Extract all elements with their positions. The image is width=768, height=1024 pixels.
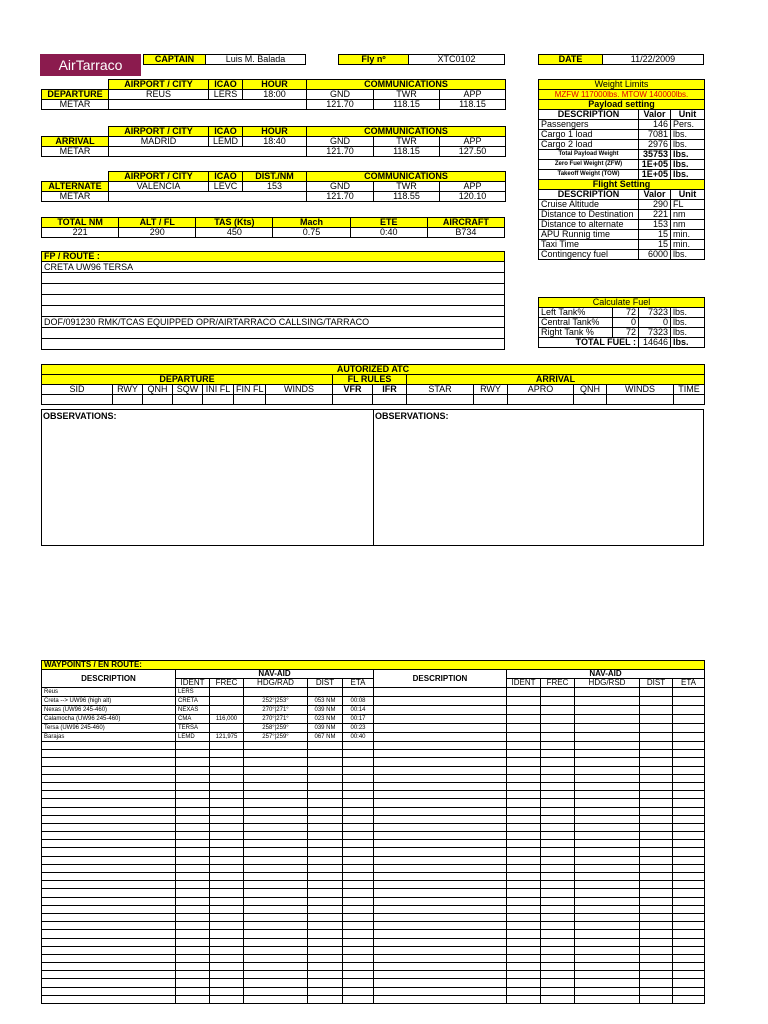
waypoint-row [42,881,705,889]
waypoint-row [42,971,705,979]
waypoint-row: Creta --> UW96 (high alt) CRETA 252°|253° 053 NM 00:08 [42,697,705,706]
waypoint-row: Tersa (UW96 245-460) TERSA 258°|259° 039 NM 00:23 [42,724,705,733]
waypoint-row [42,946,705,954]
waypoint-row [42,938,705,946]
total-fuel-label: TOTAL FUEL : [539,338,639,348]
waypoint-row [42,889,705,897]
waypoint-row [42,766,705,774]
arrival-table: AIRPORT / CITY ICAO HOUR COMMUNICATIONS ARRIVAL MADRID LEMD 18:40 GND TWR APP METAR 121.70 118.15 127.50 [41,126,506,157]
waypoint-row [42,758,705,766]
route-line: CRETA UW96 TERSA [42,262,505,273]
observations-arrival: OBSERVATIONS: [373,409,704,546]
waypoint-row [42,897,705,905]
route-remarks: DOF/091230 RMK/TCAS EQUIPPED OPR/AIRTARRACO CALLSING/TARRACO [42,317,505,328]
weight-limits: MZFW 117000lbs. MTOW 140000lbs. [539,90,705,100]
departure-label: DEPARTURE [42,90,109,100]
observations-departure: OBSERVATIONS: [41,409,374,546]
waypoint-row [42,750,705,758]
waypoint-row [42,840,705,848]
date-label: DATE [539,55,603,65]
total-fuel-value: 14646 [639,338,671,348]
waypoint-row [42,930,705,938]
route-label: FP / ROUTE : [42,252,505,262]
alternate-table: AIRPORT / CITY ICAO DIST./NM COMMUNICATIONS ALTERNATE VALENCIA LEVC 153 GND TWR APP METAR 121.70 118.55 120.10 [41,171,506,202]
date-value: 11/22/2009 [603,55,704,65]
waypoints-table: WAYPOINTS / EN ROUTE: DESCRIPTION NAV-AID DESCRIPTION NAV-AID IDENT FREC HDG/RAD DIST ETA IDENT FREC HDG/RSD DIST ETA Reus LERS Creta --> UW96 (high alt) CRETA 252°|253° 053 NM 00:08 Nexas (UW96 245-460) NEXAS 270°|271° 039 NM 00:14 Calamocha (UW96 245-460) CMA 116,000 270°|271° 023 NM 00:17 Tersa (UW96 245-460) TERSA 258°|259° 039 NM 00:23 Barajas LEMD 121,975 257°|259° 067 NM 00:40 [41,660,705,1004]
waypoint-row [42,791,705,799]
waypoint-row [42,979,705,987]
waypoint-row [42,954,705,962]
alternate-label: ALTERNATE [42,182,109,192]
totals-table: TOTAL NM ALT / FL TAS (Kts) Mach ETE AIRCRAFT 221 290 450 0.75 0:40 B734 [41,217,505,238]
weight-table: Weight Limits MZFW 117000lbs. MTOW 140000lbs. Payload setting DESCRIPTION Valor Unit Passengers 146 Pers. Cargo 1 load 7081 lbs. Cargo 2 load 2976 lbs. Total Payload Weight 35753 lbs. Zero Fuel Weight (ZFW) 1E+05 lbs. Takeoff Weight (TOW) 1E+05 lbs. Flight Setting DESCRIPTION Valor Unit Cruise Altitude 290 FL Distance to Destination 221 nm Distance to alternate 153 nm APU Runnig time 15 min. Taxi Time 15 min. Contingency fuel 6000 lbs. [538,79,705,260]
waypoints-title: WAYPOINTS / EN ROUTE: [42,661,705,670]
captain-label: CAPTAIN [144,55,206,65]
captain-table [143,54,306,65]
route-table [41,251,505,350]
waypoint-row [42,963,705,971]
waypoint-row [42,848,705,856]
waypoint-row [42,864,705,872]
flight-value: XTC0102 [409,55,505,65]
date-table [538,54,704,65]
waypoint-row: Reus LERS [42,688,705,697]
waypoint-row: Nexas (UW96 245-460) NEXAS 270°|271° 039 NM 00:14 [42,706,705,715]
waypoint-row [42,913,705,921]
waypoint-row [42,987,705,995]
waypoint-row [42,873,705,881]
waypoint-row [42,995,705,1003]
waypoint-row: Calamocha (UW96 245-460) CMA 116,000 270°|271° 023 NM 00:17 [42,715,705,724]
waypoint-row [42,815,705,823]
waypoint-row [42,856,705,864]
atc-table: AUTORIZED ATC DEPARTURE FL RULES ARRIVAL SID RWY QNH SQW INI FL FIN FL WINDS VFR IFR STAR RWY APRO QNH WINDS TIME [41,364,705,405]
waypoint-row [42,742,705,750]
flight-label: Fly nº [339,55,409,65]
waypoint-row [42,807,705,815]
airtarraco-logo: AirTarraco [40,54,141,76]
waypoint-row [42,782,705,790]
captain-value: Luis M. Balada [206,55,306,65]
flight-table [338,54,505,65]
waypoint-row [42,823,705,831]
waypoint-row: Barajas LEMD 121,975 257°|259° 067 NM 00:40 [42,733,705,742]
arrival-label: ARRIVAL [42,137,109,147]
waypoint-row [42,774,705,782]
departure-table: AIRPORT / CITY ICAO HOUR COMMUNICATIONS DEPARTURE REUS LERS 18:00 GND TWR APP METAR 121.70 118.15 118.15 [41,79,506,110]
waypoint-row [42,799,705,807]
waypoint-row [42,905,705,913]
waypoint-row [42,922,705,930]
fuel-table: Calculate Fuel Left Tank% 72 7323 lbs. Central Tank% 0 0 lbs. Right Tank % 72 7323 lbs. TOTAL FUEL : 14646 lbs. [538,297,705,348]
waypoint-row [42,832,705,840]
